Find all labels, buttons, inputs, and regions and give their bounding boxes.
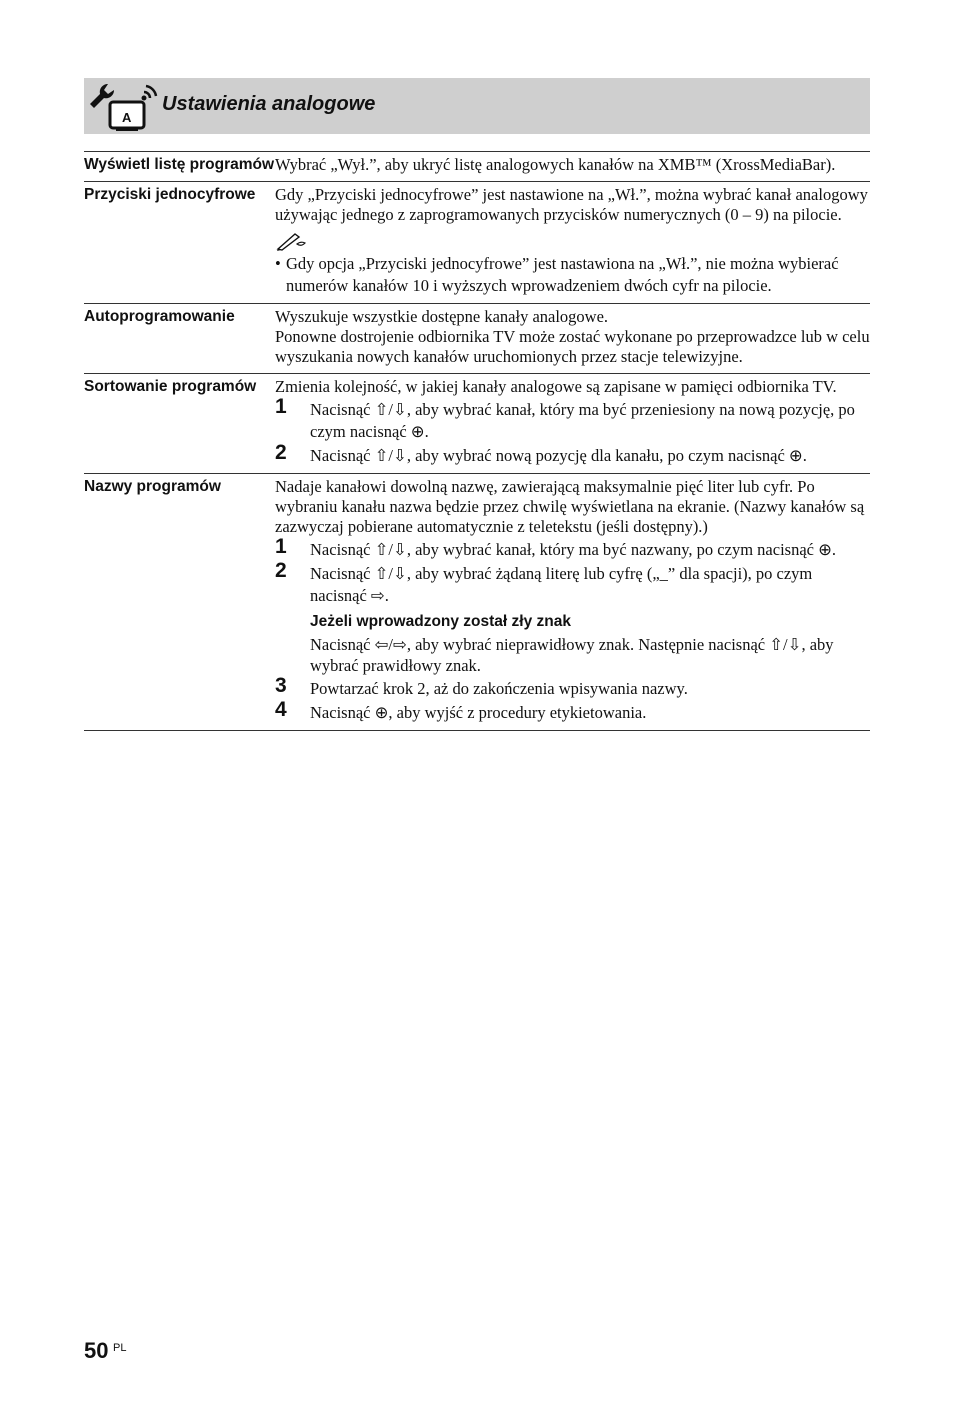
- settings-table: [84, 151, 870, 731]
- desc-paragraph: Ponowne dostrojenie odbiornika TV może zostać wykonane po przeprowadzce lub w celu wyszukania nowych kanałów uruchomionych przez stacje telewizyjne.: [275, 327, 870, 366]
- step-text: Nacisnąć ⇧/⇩, aby wybrać kanał, który ma być przeniesiony na nową pozycję, po czym nacisnąć ⊕.: [310, 400, 855, 441]
- table-row: [84, 374, 870, 474]
- step-item: [275, 698, 870, 724]
- step-text: Nacisnąć ⇧/⇩, aby wybrać nową pozycję dla kanału, po czym nacisnąć ⊕.: [310, 446, 807, 465]
- desc-paragraph: Nadaje kanałowi dowolną nazwę, zawierającą maksymalnie pięć liter lub cyfr. Po wybraniu kanału nazwa będzie przez chwilę wyświetlana na ekranie. (Nazwy kanałów są zazwyczaj pobierane automatycznie z teletekstu (jeśli dostępny).): [275, 477, 865, 536]
- step-number: 2: [275, 441, 287, 464]
- row-description: [275, 182, 870, 304]
- step-text: Powtarzać krok 2, aż do zakończenia wpisywania nazwy.: [310, 679, 688, 698]
- section-title: Ustawienia analogowe: [162, 93, 376, 115]
- step-number: 3: [275, 674, 287, 697]
- step-number: 4: [275, 698, 287, 721]
- step-item: [275, 674, 870, 700]
- row-description: [275, 152, 870, 182]
- sub-heading: Jeżeli wprowadzony został zły znak: [310, 613, 571, 630]
- desc-paragraph: Zmienia kolejność, w jakiej kanały analogowe są zapisane w pamięci odbiornika TV.: [275, 377, 837, 396]
- step-text: Nacisnąć ⇧/⇩, aby wybrać kanał, który ma być nazwany, po czym nacisnąć ⊕.: [310, 540, 837, 559]
- row-term: Autoprogramowanie: [84, 304, 275, 374]
- section-header: [84, 78, 870, 134]
- table-row: [84, 474, 870, 731]
- settings-tv-analog-icon: [86, 82, 160, 132]
- table-row: [84, 304, 870, 374]
- row-description: [275, 474, 870, 731]
- row-term: Wyświetl listę programów: [84, 152, 275, 182]
- step-item: [275, 535, 870, 561]
- note-text: Gdy opcja „Przyciski jednocyfrowe” jest nastawiona na „Wł.”, nie można wybierać numerów kanałów 10 i wyższych wprowadzeniem dwóch cyfr na pilocie.: [286, 254, 839, 295]
- note-bullet: [275, 253, 870, 297]
- bullet-dot: •: [275, 254, 281, 273]
- row-description: [275, 304, 870, 374]
- row-term: Nazwy programów: [84, 474, 275, 731]
- desc-paragraph: Wyszukuje wszystkie dostępne kanały analogowe.: [275, 307, 609, 326]
- step-item: [275, 395, 870, 443]
- step-item: [275, 441, 870, 467]
- tv-letter: A: [122, 110, 132, 125]
- note-pencil-icon: [275, 231, 870, 251]
- sub-text: Nacisnąć ⇦/⇨, aby wybrać nieprawidłowy znak. Następnie nacisnąć ⇧/⇩, aby wybrać prawidłowy znak.: [310, 635, 834, 675]
- table-row: [84, 182, 870, 304]
- row-term: Sortowanie programów: [84, 374, 275, 474]
- table-row: [84, 152, 870, 182]
- desc-paragraph: Gdy „Przyciski jednocyfrowe” jest nastawione na „Wł.”, można wybrać kanał analogowy używając jednego z zaprogramowanych przycisków numerycznych (0 – 9) na pilocie.: [275, 185, 868, 224]
- step-number: 1: [275, 395, 287, 418]
- step-number: 1: [275, 535, 287, 558]
- step-item: [275, 559, 870, 607]
- page-language: PL: [113, 1342, 127, 1354]
- step-number: 2: [275, 559, 287, 582]
- step-text: Nacisnąć ⇧/⇩, aby wybrać żądaną literę lub cyfrę („_” dla spacji), po czym nacisnąć ⇨.: [310, 564, 813, 605]
- page-number: 50: [84, 1338, 109, 1363]
- row-description: [275, 374, 870, 474]
- row-term: Przyciski jednocyfrowe: [84, 182, 275, 304]
- step-text: Nacisnąć ⊕, aby wyjść z procedury etykietowania.: [310, 703, 647, 722]
- desc-paragraph: Wybrać „Wył.”, aby ukryć listę analogowych kanałów na XMB™ (XrossMediaBar).: [275, 155, 836, 174]
